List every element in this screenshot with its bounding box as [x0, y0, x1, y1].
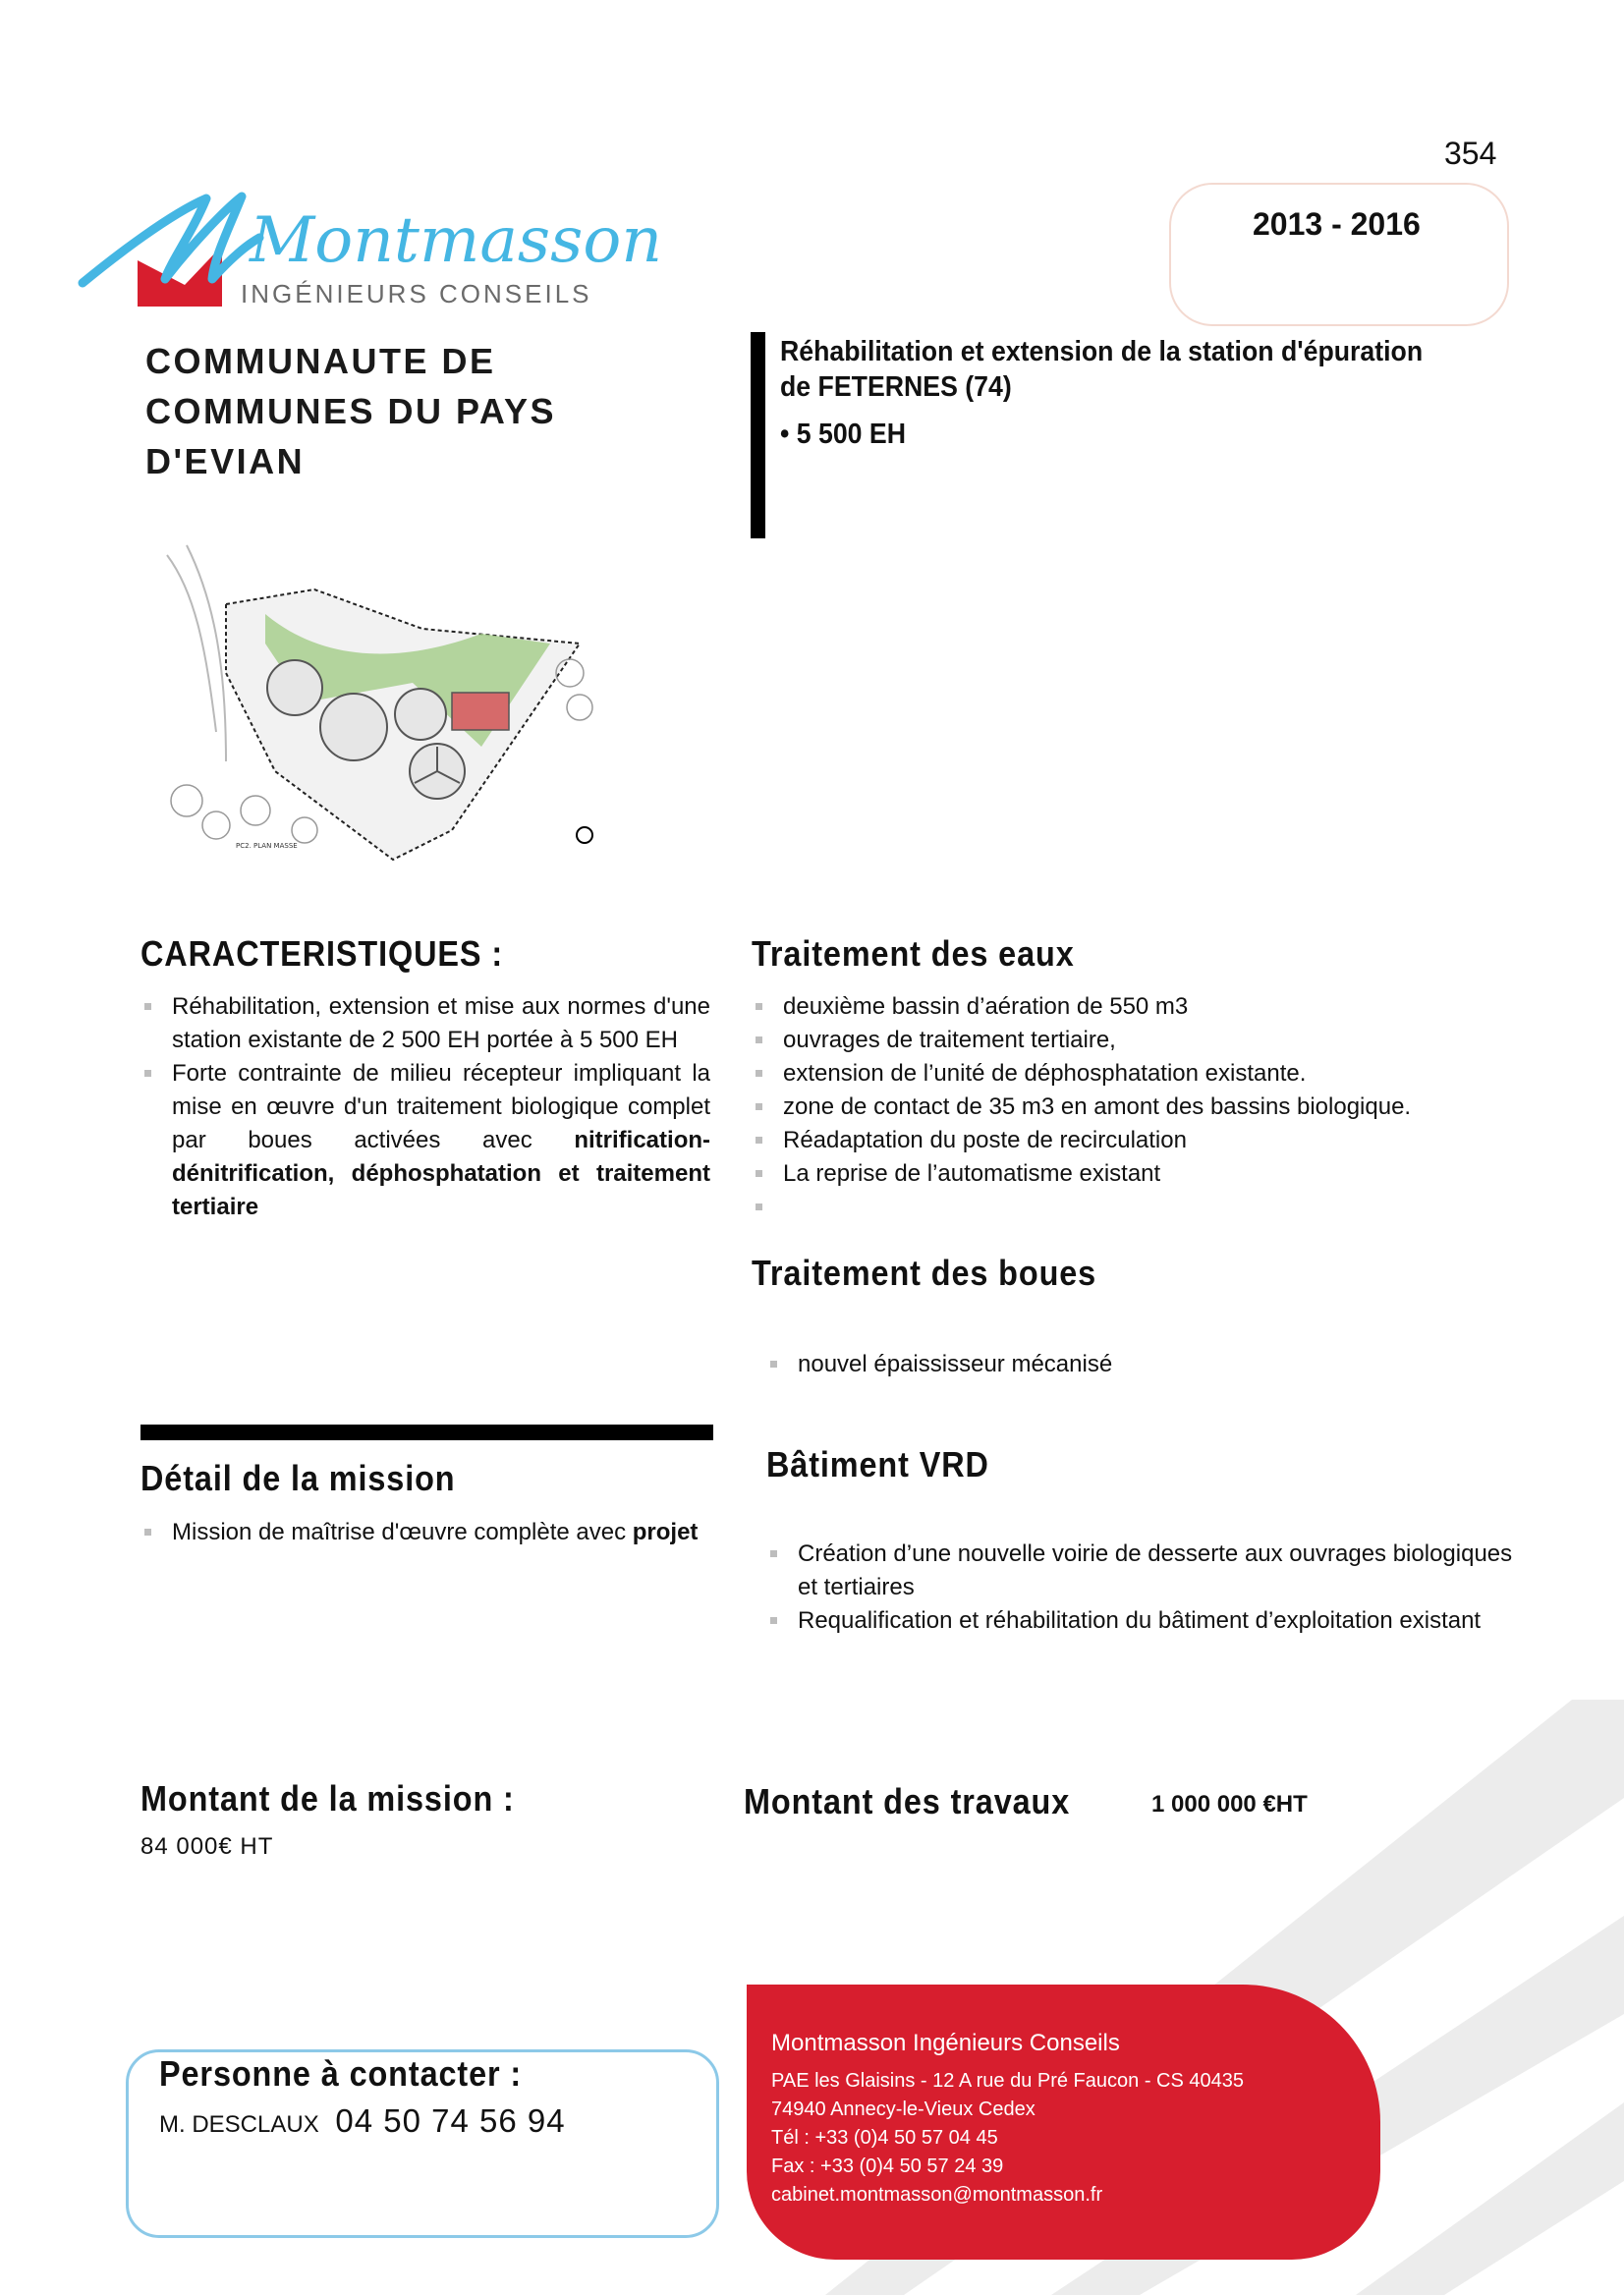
caracteristiques-list	[140, 990, 710, 1224]
list-item: zone de contact de 35 m3 en amont des bassins biologique.	[752, 1091, 1518, 1124]
footer-line: Tél : +33 (0)4 50 57 04 45	[771, 2127, 998, 2149]
list-item: Requalification et réhabilitation du bâtiment d’exploitation existant	[766, 1604, 1513, 1638]
client-name	[145, 336, 696, 486]
list-item: ouvrages de traitement tertiaire,	[752, 1024, 1518, 1057]
list-item: La reprise de l’automatisme existant	[752, 1157, 1518, 1191]
batiment-vrd-heading: Bâtiment VRD	[766, 1444, 989, 1484]
traitement-eaux-list	[752, 990, 1518, 1224]
contact-phone: 04 50 74 56 94	[335, 2102, 566, 2139]
svg-text:Montmasson: Montmasson	[248, 204, 662, 277]
site-plan-image	[157, 535, 619, 865]
list-item: Mission de maîtrise d'œuvre complète avec projet	[140, 1516, 730, 1549]
montant-travaux-heading: Montant des travaux	[744, 1781, 1071, 1821]
traitement-eaux-heading: Traitement des eaux	[752, 933, 1075, 974]
list-item	[752, 1191, 1518, 1224]
caracteristiques-heading: CARACTERISTIQUES :	[140, 933, 504, 974]
project-capacity: • 5 500 EH	[780, 419, 906, 450]
traitement-boues-heading: Traitement des boues	[752, 1253, 1097, 1293]
footer-line: PAE les Glaisins - 12 A rue du Pré Faucon - CS 40435	[771, 2070, 1244, 2092]
list-item: Réhabilitation, extension et mise aux normes d'une station existante de 2 500 EH portée à 5 500 EH	[140, 990, 710, 1057]
page-number: 354	[1444, 136, 1497, 171]
client-line: D'EVIAN	[145, 441, 306, 481]
project-years: 2013 - 2016	[1253, 206, 1421, 242]
detail-mission-list	[140, 1516, 730, 1549]
title-accent-bar	[751, 332, 765, 538]
client-line: COMMUNES DU PAYS	[145, 391, 557, 431]
footer-email[interactable]: cabinet.montmasson@montmasson.fr	[771, 2184, 1103, 2206]
footer-address	[771, 2067, 1244, 2210]
montant-mission-value: 84 000€ HT	[140, 1833, 274, 1860]
footer-company-name: Montmasson Ingénieurs Conseils	[771, 2030, 1120, 2056]
footer-line: Fax : +33 (0)4 50 57 24 39	[771, 2155, 1004, 2177]
traitement-boues-list	[766, 1348, 1513, 1381]
list-item: Réadaptation du poste de recirculation	[752, 1124, 1518, 1157]
contact-heading: Personne à contacter :	[159, 2053, 523, 2094]
footer-line: 74940 Annecy-le-Vieux Cedex	[771, 2099, 1036, 2120]
montant-mission-heading: Montant de la mission :	[140, 1778, 515, 1819]
list-item: extension de l’unité de déphosphatation existante.	[752, 1057, 1518, 1091]
montant-travaux-value: 1 000 000 €HT	[1151, 1791, 1308, 1818]
contact-details	[159, 2102, 566, 2140]
years-box	[1169, 183, 1509, 326]
project-title: Réhabilitation et extension de la station d'épuration de FETERNES (74)	[780, 336, 1424, 403]
list-item: Forte contrainte de milieu récepteur impliquant la mise en œuvre d'un traitement biologique complet par boues activées avec nitrification-dénitrification, déphosphatation et traitement tertiaire	[140, 1057, 710, 1224]
list-item: nouvel épaississeur mécanisé	[766, 1348, 1513, 1381]
client-line: COMMUNAUTE DE	[145, 341, 496, 381]
list-item: deuxième bassin d’aération de 550 m3	[752, 990, 1518, 1024]
detail-mission-heading: Détail de la mission	[140, 1458, 456, 1498]
section-divider	[140, 1425, 713, 1440]
logo-subtitle: INGÉNIEURS CONSEILS	[241, 279, 592, 308]
list-item: Création d’une nouvelle voirie de desserte aux ouvrages biologiques et tertiaires	[766, 1538, 1513, 1604]
svg-text:PC2. PLAN MASSE: PC2. PLAN MASSE	[236, 842, 298, 850]
contact-name: M. DESCLAUX	[159, 2111, 319, 2138]
batiment-vrd-list	[766, 1538, 1513, 1638]
